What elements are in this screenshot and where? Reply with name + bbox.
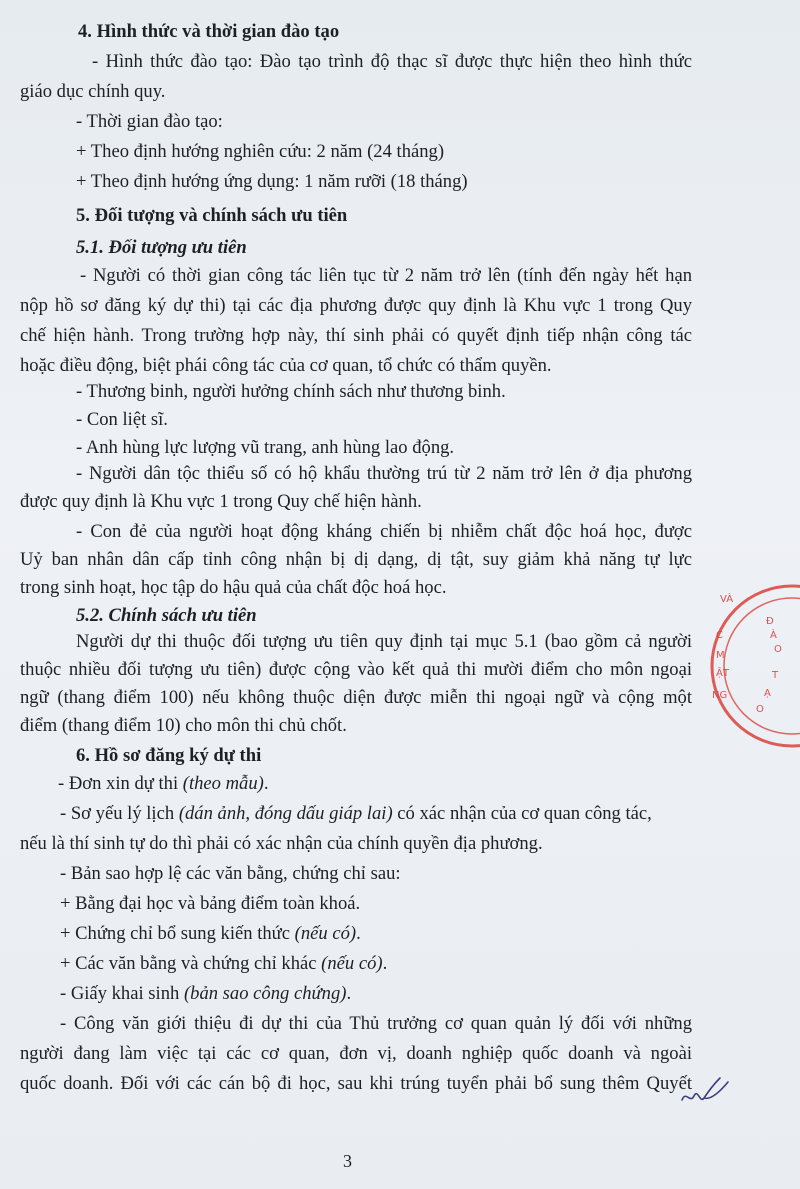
paragraph-line: trong sinh hoạt, học tập do hậu quả của chất độc hoá học. (20, 577, 447, 598)
section-heading-5: 5. Đối tượng và chính sách ưu tiên (76, 205, 348, 226)
list-item-note: (nếu có) (321, 953, 383, 974)
section-heading-4: 4. Hình thức và thời gian đào tạo (78, 21, 340, 42)
subsection-heading-5-1: 5.1. Đối tượng ưu tiên (76, 237, 247, 258)
stamp-text: ẬT (716, 668, 729, 679)
list-item-note: (bản sao công chứng) (183, 983, 347, 1004)
paragraph-line: nộp hồ sơ đăng ký dự thi) tại các địa phương được quy định là Khu vực 1 trong Quy (20, 295, 692, 316)
svg-text:VÀ Đ À O (712, 592, 785, 715)
list-item-note: (nếu có) (294, 923, 357, 944)
paragraph-line: hoặc điều động, biệt phái công tác của cơ quan, tổ chức có thẩm quyền. (20, 355, 552, 376)
paragraph-line: - Hình thức đào tạo: Đào tạo trình độ thạc sĩ được thực hiện theo hình thức (92, 51, 692, 72)
paragraph-line: giáo dục chính quy. (20, 81, 166, 102)
paragraph-line: được quy định là Khu vực 1 trong Quy chế hiện hành. (20, 491, 422, 512)
list-item-tail: . (263, 773, 269, 794)
stamp-text: T (772, 670, 779, 681)
stamp-text: O (774, 644, 782, 655)
list-item-tail: có xác nhận của cơ quan công tác, (392, 803, 652, 824)
list-item: + Bằng đại học và bảng điểm toàn khoá. (60, 893, 361, 914)
official-stamp-icon (700, 580, 800, 755)
list-item-note: (theo mẫu) (182, 773, 264, 794)
paragraph-line: chế hiện hành. Trong trường hợp này, thí sinh phải có quyết định tiếp nhận công tác (20, 325, 692, 346)
stamp-text: Đ (766, 616, 774, 627)
stamp-text: C (716, 630, 723, 641)
stamp-text: Ạ (764, 688, 771, 699)
stamp-text: NG (712, 690, 728, 701)
paragraph-line: Người dự thi thuộc đối tượng ưu tiên quy định tại mục 5.1 (bao gồm cả người (76, 631, 692, 652)
paragraph-line: - Công văn giới thiệu đi dự thi của Thủ trưởng cơ quan quản lý đối với những (60, 1013, 692, 1034)
list-item-text: - Đơn xin dự thi (58, 773, 179, 794)
list-item-text: + Các văn bằng và chứng chỉ khác (60, 953, 317, 974)
paragraph-line: - Người có thời gian công tác liên tục từ 2 năm trở lên (tính đến ngày hết hạn (80, 265, 692, 286)
list-item: + Theo định hướng ứng dụng: 1 năm rưỡi (18 tháng) (76, 171, 468, 192)
list-item (60, 953, 387, 975)
stamp-text: M (716, 650, 725, 661)
list-item-note: (dán ảnh, đóng dấu giáp lai) (178, 803, 393, 824)
stamp-text: À (770, 630, 777, 641)
list-item-text: + Chứng chỉ bổ sung kiến thức (60, 923, 290, 944)
list-item-tail: . (382, 953, 388, 974)
list-item: - Anh hùng lực lượng vũ trang, anh hùng lao động. (76, 437, 455, 458)
list-item: - Bản sao hợp lệ các văn bằng, chứng chỉ sau: (60, 863, 401, 884)
list-item (60, 923, 361, 945)
list-item-text: - Sơ yếu lý lịch (60, 803, 175, 824)
paragraph-line: - Thời gian đào tạo: (76, 111, 223, 132)
paragraph-line: - Người dân tộc thiểu số có hộ khẩu thường trú từ 2 năm trở lên ở địa phương (76, 463, 692, 484)
list-item-text: - Giấy khai sinh (60, 983, 180, 1004)
initial-signature-icon (676, 1070, 736, 1110)
list-item (60, 983, 351, 1005)
list-item (58, 773, 269, 795)
stamp-text: O (756, 704, 764, 715)
stamp-text: VÀ (720, 594, 734, 605)
list-item-tail: . (346, 983, 352, 1004)
list-item-tail: . (356, 923, 361, 944)
paragraph-line: ngữ (thang điểm 100) nếu không thuộc diện được miễn thi ngoại ngữ và cộng một (20, 687, 692, 708)
paragraph-line: thuộc nhiều đối tượng ưu tiên) được cộng vào kết quả thi mười điểm cho môn ngoại (20, 659, 692, 680)
section-heading-6: 6. Hồ sơ đăng ký dự thi (76, 745, 262, 766)
paragraph-line: người đang làm việc tại các cơ quan, đơn vị, doanh nghiệp quốc doanh và ngoài (20, 1043, 692, 1064)
paragraph-line: - Con đẻ của người hoạt động kháng chiến bị nhiễm chất độc hoá học, được (76, 521, 692, 542)
list-item (60, 803, 652, 825)
paragraph-line: quốc doanh. Đối với các cán bộ đi học, sau khi trúng tuyển phải bổ sung thêm Quyết (20, 1073, 692, 1094)
paragraph-line: nếu là thí sinh tự do thì phải có xác nhận của chính quyền địa phương. (20, 833, 543, 854)
list-item: - Thương binh, người hưởng chính sách như thương binh. (76, 381, 506, 402)
subsection-heading-5-2: 5.2. Chính sách ưu tiên (76, 605, 257, 626)
list-item: - Con liệt sĩ. (76, 409, 168, 430)
paragraph-line: Uỷ ban nhân dân cấp tỉnh công nhận bị dị dạng, dị tật, suy giảm khả năng tự lực (20, 549, 692, 570)
page-number: 3 (343, 1151, 352, 1171)
paragraph-line: điểm (thang điểm 10) cho môn thi chủ chốt. (20, 715, 347, 736)
list-item: + Theo định hướng nghiên cứu: 2 năm (24 tháng) (76, 141, 445, 162)
